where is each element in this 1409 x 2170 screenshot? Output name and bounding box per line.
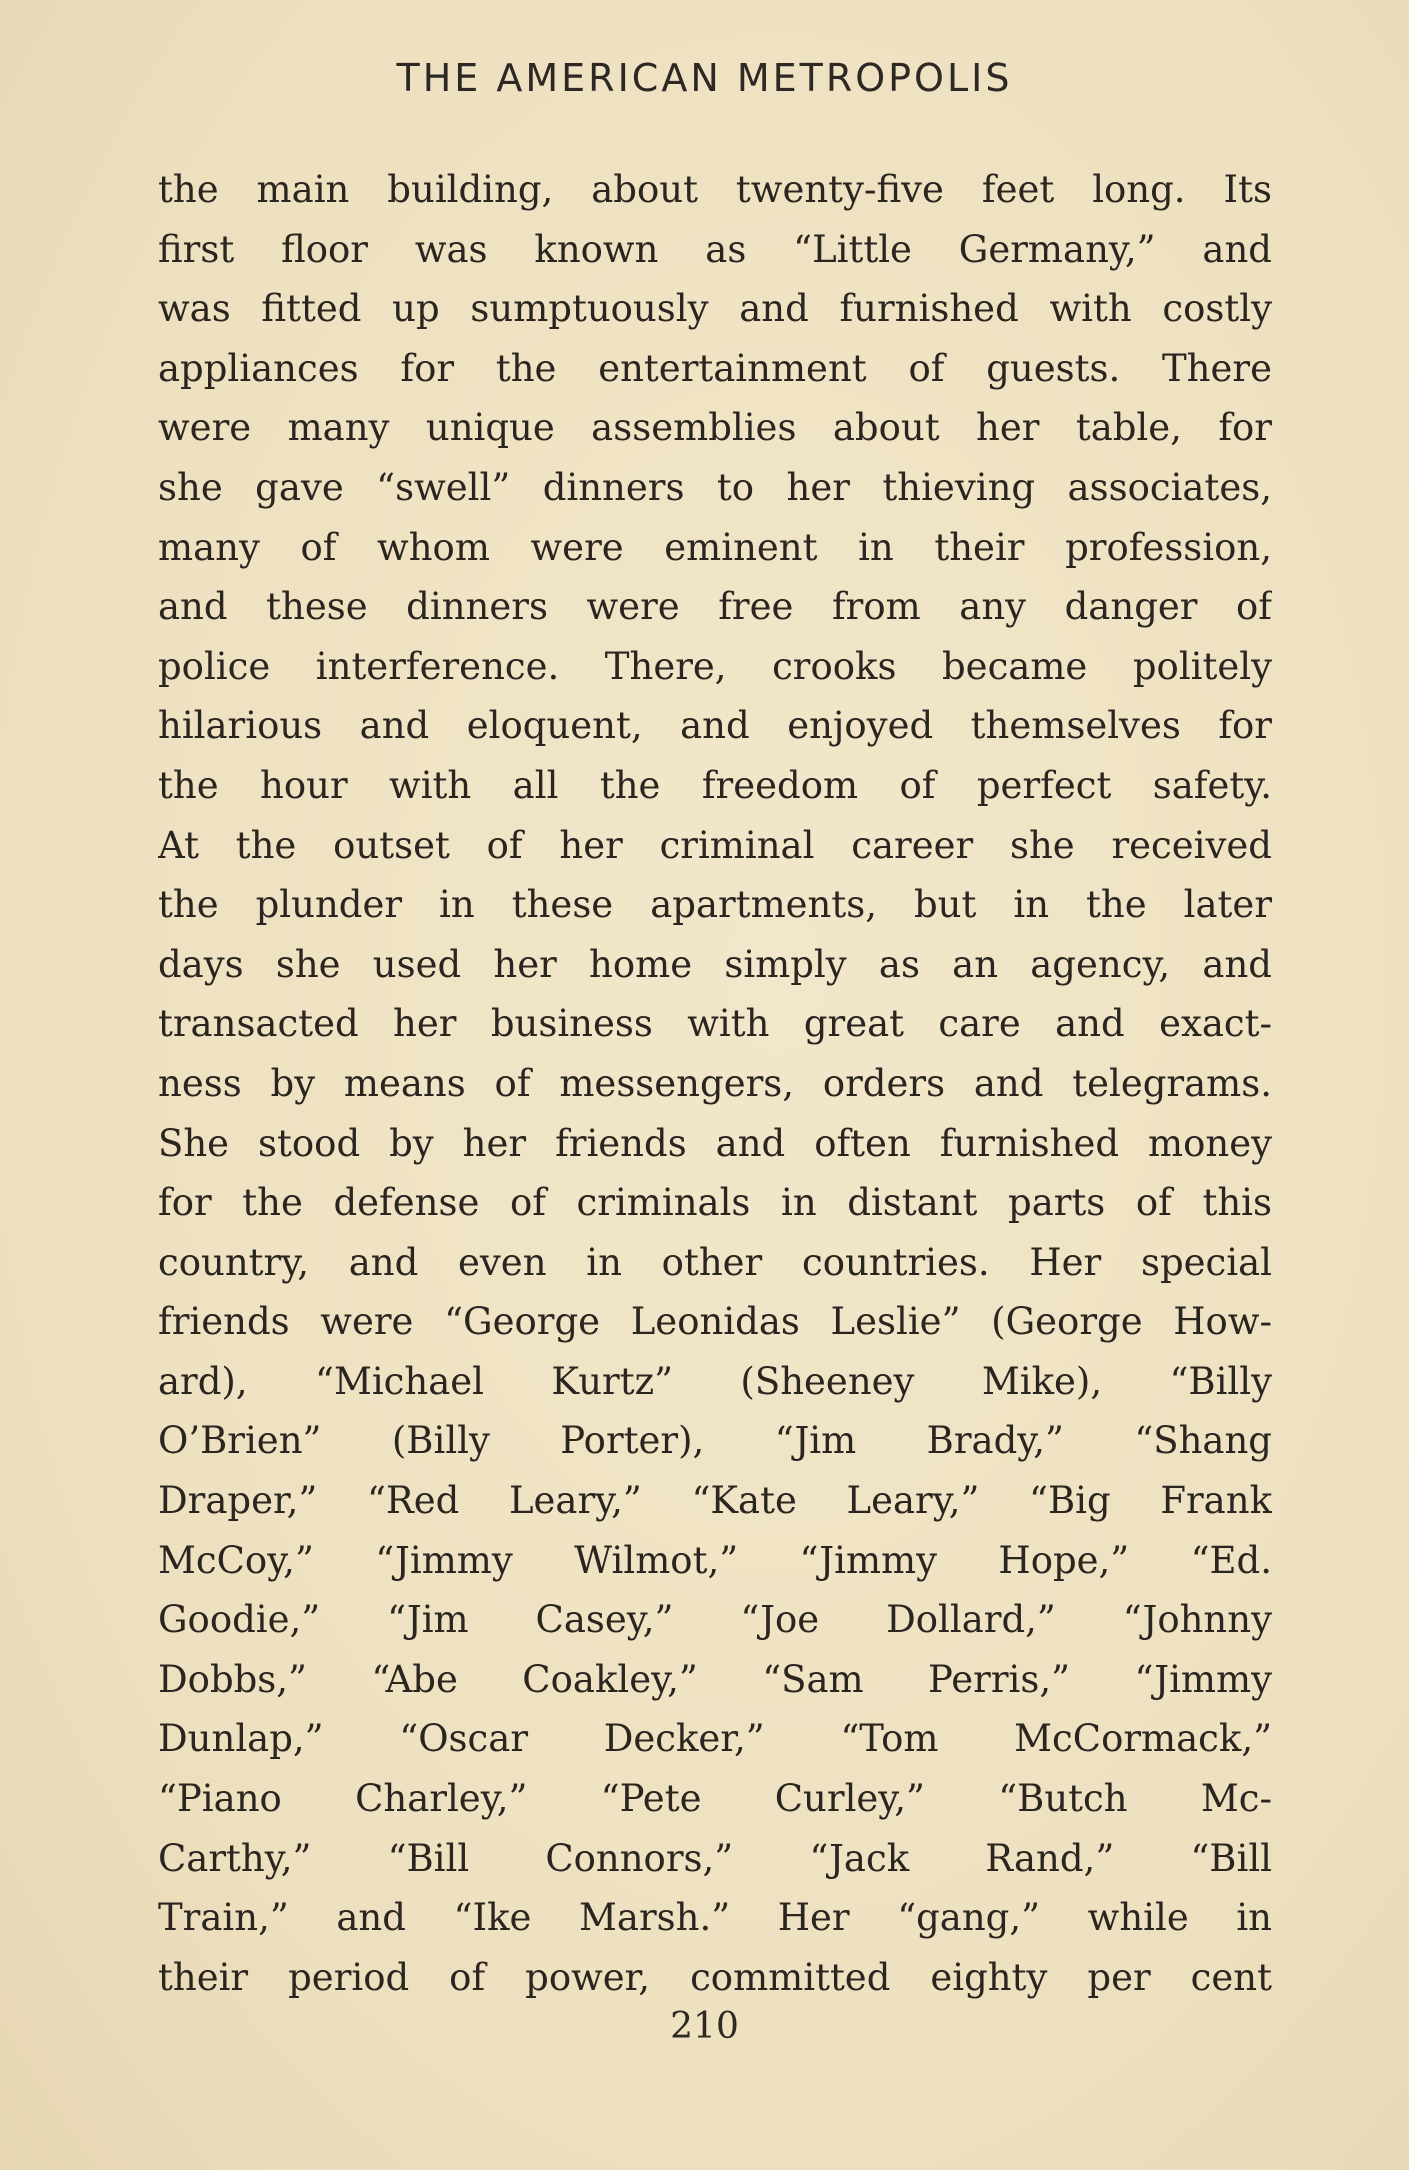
text-line: their period of power, committed eighty per cent: [158, 1955, 1272, 1999]
text-line: O’Brien” (Billy Porter), “Jim Brady,” “Shang: [158, 1419, 1272, 1463]
text-line: ard), “Michael Kurtz” (Sheeney Mike), “Billy: [158, 1359, 1272, 1403]
text-line: appliances for the entertainment of guests. There: [158, 346, 1272, 390]
text-line: was fitted up sumptuously and furnished with costly: [158, 287, 1272, 331]
text-line: Goodie,” “Jim Casey,” “Joe Dollard,” “Johnny: [158, 1598, 1272, 1642]
running-head: THE AMERICAN METROPOLIS: [396, 56, 1013, 100]
text-line: Dunlap,” “Oscar Decker,” “Tom McCormack,”: [158, 1717, 1272, 1761]
text-line: At the outset of her criminal career she received: [158, 823, 1272, 867]
text-line: country, and even in other countries. Her special: [158, 1240, 1272, 1284]
text-line: Train,” and “Ike Marsh.” Her “gang,” while in: [158, 1896, 1272, 1940]
text-line: the hour with all the freedom of perfect safety.: [158, 763, 1272, 807]
text-line: She stood by her friends and often furnished money: [158, 1121, 1272, 1165]
page-number: 210: [670, 2006, 739, 2047]
text-line: and these dinners were free from any danger of: [158, 585, 1272, 629]
text-line: Draper,” “Red Leary,” “Kate Leary,” “Big Frank: [158, 1479, 1272, 1523]
text-line: Carthy,” “Bill Connors,” “Jack Rand,” “Bill: [158, 1836, 1272, 1880]
text-line: the main building, about twenty-five feet long. Its: [158, 168, 1272, 211]
text-line: first floor was known as “Little Germany,” and: [158, 227, 1272, 271]
text-line: police interference. There, crooks became politely: [158, 644, 1272, 688]
text-line: many of whom were eminent in their profession,: [158, 525, 1272, 569]
text-line: for the defense of criminals in distant parts of this: [158, 1181, 1272, 1225]
text-line: were many unique assemblies about her table, for: [158, 406, 1272, 450]
text-line: transacted her business with great care and exact-: [158, 1002, 1272, 1046]
text-line: ness by means of messengers, orders and telegrams.: [158, 1061, 1272, 1105]
text-line: “Piano Charley,” “Pete Curley,” “Butch Mc-: [158, 1777, 1272, 1821]
text-line: days she used her home simply as an agency, and: [158, 942, 1272, 986]
body-text: [158, 160, 1272, 2007]
text-line: McCoy,” “Jimmy Wilmot,” “Jimmy Hope,” “Ed.: [158, 1538, 1272, 1582]
text-line: friends were “George Leonidas Leslie” (George How-: [158, 1300, 1272, 1344]
text-line: she gave “swell” dinners to her thieving associates,: [158, 465, 1272, 509]
text-line: Dobbs,” “Abe Coakley,” “Sam Perris,” “Jimmy: [158, 1657, 1272, 1701]
text-line: hilarious and eloquent, and enjoyed themselves for: [158, 704, 1272, 748]
text-line: the plunder in these apartments, but in the later: [158, 883, 1272, 927]
